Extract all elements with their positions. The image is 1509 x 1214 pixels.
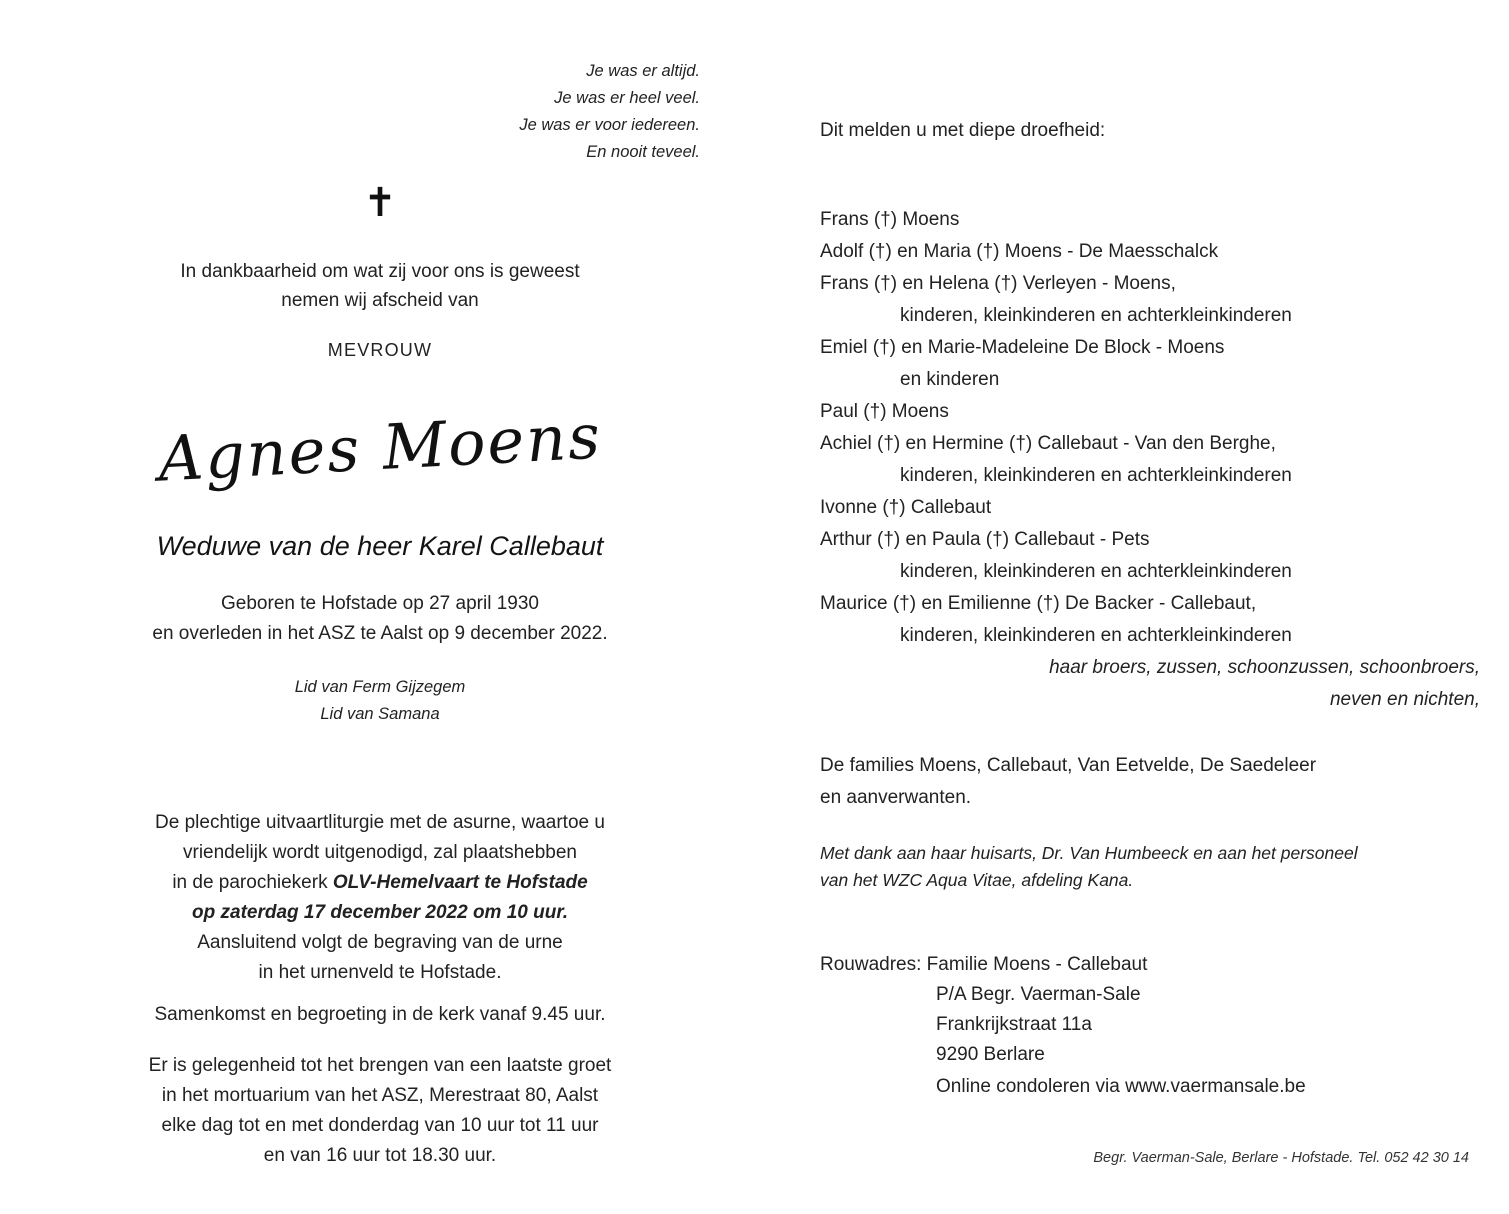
relatives-entry: neven en nichten, xyxy=(1329,689,1480,710)
right-column xyxy=(760,0,1509,1214)
memberships-block xyxy=(30,674,730,728)
families-line: en aanverwanten. xyxy=(820,787,972,808)
mortuary-line: Er is gelegenheid tot het brengen van een laatste groet xyxy=(148,1055,612,1076)
birth-line: Geboren te Hofstade op 27 april 1930 xyxy=(221,593,539,614)
families-block xyxy=(820,750,1480,814)
family-subentry: kinderen, kleinkinderen en achterkleinkinderen xyxy=(900,465,1292,486)
family-entry: Ivonne (†) Callebaut xyxy=(820,497,992,518)
service-line: vriendelijk wordt uitgenodigd, zal plaatshebben xyxy=(183,842,577,863)
poem-line: Je was er altijd. xyxy=(586,62,700,80)
cross-icon: ✝ xyxy=(363,180,397,225)
mourning-address-line: P/A Begr. Vaerman-Sale xyxy=(936,984,1141,1005)
service-line: Aansluitend volgt de begraving van de urne xyxy=(197,932,563,953)
mortuary-line: en van 16 uur tot 18.30 uur. xyxy=(263,1145,497,1166)
intro-block xyxy=(30,257,730,315)
thanks-block xyxy=(820,840,1470,894)
relatives-entry: haar broers, zussen, schoonzussen, schoonbroers, xyxy=(1049,657,1480,678)
family-entry: Paul (†) Moens xyxy=(820,401,949,422)
name-signature: Agnes Moens xyxy=(156,399,604,496)
family-entry: Achiel (†) en Hermine (†) Callebaut - Van den Berghe, xyxy=(820,433,1276,454)
thanks-line: Met dank aan haar huisarts, Dr. Van Humbeeck en aan het personeel xyxy=(820,843,1358,863)
service-church-name: OLV-Hemelvaart te Hofstade xyxy=(332,872,588,893)
mortuary-line: elke dag tot en met donderdag van 10 uur tot 11 uur xyxy=(161,1115,599,1136)
mortuary-block xyxy=(20,1051,740,1171)
family-entry: Frans (†) en Helena (†) Verleyen - Moens, xyxy=(820,273,1176,294)
family-entry: Adolf (†) en Maria (†) Moens - De Maesschalck xyxy=(820,241,1219,262)
family-entry: Maurice (†) en Emilienne (†) De Backer - Callebaut, xyxy=(820,593,1257,614)
funeral-home-footer: Begr. Vaerman-Sale, Berlare - Hofstade. Tel. 052 42 30 14 xyxy=(1093,1150,1469,1166)
intro-line: In dankbaarheid om wat zij voor ons is geweest xyxy=(180,261,580,282)
membership-line: Lid van Samana xyxy=(320,705,440,723)
family-subentry: kinderen, kleinkinderen en achterkleinkinderen xyxy=(900,625,1292,646)
families-line: De families Moens, Callebaut, Van Eetvelde, De Saedeleer xyxy=(820,755,1317,776)
poem-line: Je was er voor iedereen. xyxy=(519,116,700,134)
service-line: in het urnenveld te Hofstade. xyxy=(258,962,502,983)
poem-line: En nooit teveel. xyxy=(586,143,700,161)
family-list xyxy=(820,204,1480,716)
family-subentry: en kinderen xyxy=(900,369,1000,390)
family-entry: Emiel (†) en Marie-Madeleine De Block - Moens xyxy=(820,337,1225,358)
funeral-service-block xyxy=(20,808,740,988)
widow-of-line: Weduwe van de heer Karel Callebaut xyxy=(156,531,604,561)
mourning-address-line: Frankrijkstraat 11a xyxy=(936,1014,1092,1035)
poem-block xyxy=(0,58,700,166)
announcement-line: Dit melden u met diepe droefheid: xyxy=(820,120,1106,141)
mourning-address-line: Rouwadres: Familie Moens - Callebaut xyxy=(820,954,1148,975)
gathering-line: Samenkomst en begroeting in de kerk vanaf 9.45 uur. xyxy=(154,1004,606,1025)
family-entry: Frans (†) Moens xyxy=(820,209,960,230)
service-church-line xyxy=(20,868,740,898)
service-datetime: op zaterdag 17 december 2022 om 10 uur. xyxy=(192,902,568,923)
birth-death-dates xyxy=(30,589,730,649)
online-condolence-line: Online condoleren via www.vaermansale.be xyxy=(936,1076,1306,1097)
poem-line: Je was er heel veel. xyxy=(554,89,700,107)
intro-line: nemen wij afscheid van xyxy=(281,290,479,311)
membership-line: Lid van Ferm Gijzegem xyxy=(294,678,466,696)
thanks-line: van het WZC Aqua Vitae, afdeling Kana. xyxy=(820,870,1134,890)
death-line: en overleden in het ASZ te Aalst op 9 december 2022. xyxy=(152,623,608,644)
service-church-prefix: in de parochiekerk xyxy=(172,872,333,893)
service-line: De plechtige uitvaartliturgie met de asurne, waartoe u xyxy=(155,812,605,833)
family-entry: Arthur (†) en Paula (†) Callebaut - Pets xyxy=(820,529,1150,550)
mourning-address-block xyxy=(820,950,1480,1070)
family-subentry: kinderen, kleinkinderen en achterkleinkinderen xyxy=(900,561,1292,582)
mortuary-line: in het mortuarium van het ASZ, Merestraat 80, Aalst xyxy=(161,1085,599,1106)
honorific-label: MEVROUW xyxy=(327,340,433,360)
family-subentry: kinderen, kleinkinderen en achterkleinkinderen xyxy=(900,305,1292,326)
mourning-address-line: 9290 Berlare xyxy=(936,1044,1045,1065)
